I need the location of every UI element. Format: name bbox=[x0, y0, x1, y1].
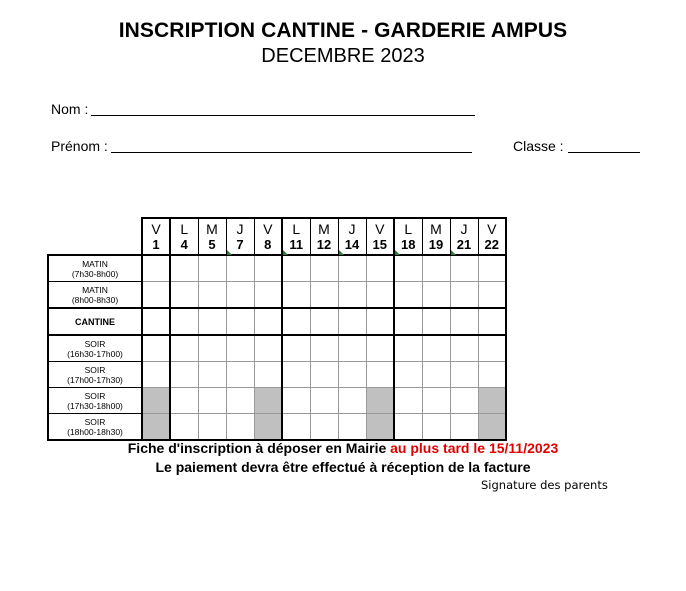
signup-cell[interactable] bbox=[170, 255, 198, 282]
signup-cell[interactable] bbox=[282, 362, 310, 388]
row-label bbox=[48, 308, 142, 335]
signup-cell[interactable] bbox=[338, 308, 366, 335]
signup-cell[interactable] bbox=[478, 308, 506, 335]
signup-cell[interactable] bbox=[198, 282, 226, 309]
signup-cell[interactable] bbox=[450, 335, 478, 362]
day-number: 12 bbox=[316, 236, 332, 252]
signup-cell[interactable] bbox=[394, 388, 422, 414]
table-row bbox=[48, 335, 506, 362]
signup-cell[interactable] bbox=[422, 362, 450, 388]
signup-cell[interactable] bbox=[450, 308, 478, 335]
unavailable-cell bbox=[142, 388, 170, 414]
comment-marker-icon bbox=[395, 250, 400, 255]
day-letter: L bbox=[404, 220, 413, 237]
day-header bbox=[338, 218, 366, 255]
grid-corner bbox=[48, 218, 142, 255]
signup-cell[interactable] bbox=[198, 414, 226, 441]
unavailable-cell bbox=[142, 414, 170, 441]
inscription-grid bbox=[47, 217, 507, 441]
signup-cell[interactable] bbox=[170, 308, 198, 335]
unavailable-cell bbox=[366, 414, 394, 441]
signup-cell[interactable] bbox=[282, 255, 310, 282]
day-header bbox=[450, 218, 478, 255]
row-label bbox=[48, 362, 142, 388]
signup-cell[interactable] bbox=[422, 282, 450, 309]
day-number: 11 bbox=[289, 236, 304, 252]
signup-cell[interactable] bbox=[450, 388, 478, 414]
signup-cell[interactable] bbox=[282, 414, 310, 441]
signup-cell[interactable] bbox=[366, 282, 394, 309]
row-label-time: (7h30-8h00) bbox=[71, 268, 119, 279]
signup-cell[interactable] bbox=[142, 255, 170, 282]
notice-deposit bbox=[0, 440, 686, 456]
comment-marker-icon bbox=[227, 250, 232, 255]
day-header bbox=[198, 218, 226, 255]
signup-cell[interactable] bbox=[422, 388, 450, 414]
day-number: 7 bbox=[236, 236, 244, 252]
signup-cell[interactable] bbox=[338, 255, 366, 282]
signup-cell[interactable] bbox=[366, 362, 394, 388]
signup-cell[interactable] bbox=[198, 362, 226, 388]
signup-cell[interactable] bbox=[422, 308, 450, 335]
row-label bbox=[48, 335, 142, 362]
signup-cell[interactable] bbox=[142, 282, 170, 309]
day-letter: V bbox=[151, 220, 161, 237]
row-label bbox=[48, 414, 142, 441]
day-number: 8 bbox=[264, 236, 272, 252]
signup-cell[interactable] bbox=[254, 308, 282, 335]
signup-cell[interactable] bbox=[282, 308, 310, 335]
page-title: INSCRIPTION CANTINE - GARDERIE AMPUS bbox=[118, 19, 568, 42]
row-label bbox=[48, 282, 142, 309]
day-letter: M bbox=[430, 220, 442, 237]
signup-cell[interactable] bbox=[394, 335, 422, 362]
classe-field[interactable] bbox=[568, 152, 640, 153]
day-number: 21 bbox=[456, 236, 472, 252]
day-header bbox=[254, 218, 282, 255]
day-header bbox=[170, 218, 198, 255]
signup-cell[interactable] bbox=[226, 308, 254, 335]
day-number: 18 bbox=[401, 236, 416, 252]
signup-cell[interactable] bbox=[338, 414, 366, 441]
row-label-title: SOIR bbox=[84, 364, 106, 375]
day-letter: V bbox=[263, 220, 273, 237]
nom-label: Nom : bbox=[51, 101, 89, 117]
classe-label: Classe : bbox=[513, 138, 564, 154]
signup-cell[interactable] bbox=[478, 362, 506, 388]
day-header bbox=[310, 218, 338, 255]
signup-cell[interactable] bbox=[394, 362, 422, 388]
table-row bbox=[48, 414, 506, 441]
signup-cell[interactable] bbox=[394, 308, 422, 335]
day-header bbox=[394, 218, 422, 255]
signup-cell[interactable] bbox=[198, 388, 226, 414]
row-label-title: SOIR bbox=[84, 338, 106, 349]
day-header bbox=[142, 218, 170, 255]
day-letter: V bbox=[487, 220, 497, 237]
row-label-time: (17h00-17h30) bbox=[67, 374, 123, 385]
day-header bbox=[226, 218, 254, 255]
signup-cell[interactable] bbox=[366, 255, 394, 282]
signup-cell[interactable] bbox=[226, 414, 254, 441]
signup-cell[interactable] bbox=[338, 335, 366, 362]
signup-cell[interactable] bbox=[366, 308, 394, 335]
signup-cell[interactable] bbox=[282, 388, 310, 414]
signup-cell[interactable] bbox=[254, 335, 282, 362]
signup-cell[interactable] bbox=[310, 308, 338, 335]
signup-cell[interactable] bbox=[310, 388, 338, 414]
row-label-time: (18h00-18h30) bbox=[67, 426, 123, 437]
notice-deposit-text: Fiche d'inscription à déposer en Mairie bbox=[127, 440, 391, 456]
day-letter: M bbox=[206, 220, 218, 237]
day-number: 1 bbox=[152, 236, 160, 252]
row-label-title: MATIN bbox=[82, 284, 108, 295]
day-letter: J bbox=[236, 220, 244, 237]
prenom-label: Prénom : bbox=[51, 138, 108, 154]
nom-field[interactable] bbox=[91, 115, 475, 116]
signup-cell[interactable] bbox=[226, 282, 254, 309]
signup-cell[interactable] bbox=[450, 362, 478, 388]
signup-cell[interactable] bbox=[478, 255, 506, 282]
signup-cell[interactable] bbox=[282, 335, 310, 362]
signup-cell[interactable] bbox=[450, 414, 478, 441]
day-number: 19 bbox=[428, 236, 444, 252]
row-label-time: (16h30-17h00) bbox=[67, 348, 123, 359]
signup-cell[interactable] bbox=[310, 414, 338, 441]
signup-cell[interactable] bbox=[450, 282, 478, 309]
row-label bbox=[48, 255, 142, 282]
signup-cell[interactable] bbox=[478, 335, 506, 362]
signup-cell[interactable] bbox=[394, 282, 422, 309]
table-row bbox=[48, 308, 506, 335]
signup-cell[interactable] bbox=[142, 308, 170, 335]
day-number: 15 bbox=[372, 236, 387, 252]
signup-cell[interactable] bbox=[226, 255, 254, 282]
row-label-title: SOIR bbox=[84, 390, 106, 401]
signup-cell[interactable] bbox=[338, 282, 366, 309]
unavailable-cell bbox=[366, 388, 394, 414]
signup-cell[interactable] bbox=[310, 255, 338, 282]
comment-marker-icon bbox=[339, 250, 344, 255]
signup-cell[interactable] bbox=[254, 362, 282, 388]
table-row bbox=[48, 255, 506, 282]
signup-cell[interactable] bbox=[254, 255, 282, 282]
table-row bbox=[48, 388, 506, 414]
signup-cell[interactable] bbox=[142, 362, 170, 388]
signup-cell[interactable] bbox=[394, 414, 422, 441]
signup-cell[interactable] bbox=[366, 335, 394, 362]
signup-cell[interactable] bbox=[450, 255, 478, 282]
day-letter: J bbox=[348, 220, 356, 237]
unavailable-cell bbox=[254, 388, 282, 414]
signup-cell[interactable] bbox=[170, 388, 198, 414]
row-label-title: SOIR bbox=[84, 416, 106, 427]
signup-cell[interactable] bbox=[282, 282, 310, 309]
signup-cell[interactable] bbox=[226, 335, 254, 362]
signup-cell[interactable] bbox=[170, 335, 198, 362]
day-header bbox=[478, 218, 506, 255]
day-letter: V bbox=[375, 220, 385, 237]
signup-cell[interactable] bbox=[394, 255, 422, 282]
unavailable-cell bbox=[254, 414, 282, 441]
day-letter: M bbox=[318, 220, 330, 237]
day-number: 5 bbox=[208, 236, 216, 252]
table-row bbox=[48, 282, 506, 309]
signup-cell[interactable] bbox=[198, 308, 226, 335]
signup-cell[interactable] bbox=[310, 335, 338, 362]
day-letter: L bbox=[292, 220, 301, 237]
comment-marker-icon bbox=[451, 250, 456, 255]
signup-cell[interactable] bbox=[422, 255, 450, 282]
signup-cell[interactable] bbox=[254, 282, 282, 309]
day-letter: L bbox=[180, 220, 189, 237]
unavailable-cell bbox=[478, 414, 506, 441]
signup-cell[interactable] bbox=[338, 388, 366, 414]
day-letter: J bbox=[460, 220, 468, 237]
day-number: 22 bbox=[484, 236, 499, 252]
signature-label: Signature des parents bbox=[481, 478, 608, 492]
signup-cell[interactable] bbox=[422, 414, 450, 441]
row-label-title: CANTINE bbox=[75, 316, 115, 327]
day-number: 4 bbox=[180, 236, 188, 252]
signup-cell[interactable] bbox=[310, 362, 338, 388]
notice-payment: Le paiement devra être effectué à réception de la facture bbox=[155, 459, 531, 475]
notice-deadline: au plus tard le 15/11/2023 bbox=[390, 440, 559, 456]
signup-cell[interactable] bbox=[142, 335, 170, 362]
unavailable-cell bbox=[478, 388, 506, 414]
day-number: 14 bbox=[344, 236, 360, 252]
day-header bbox=[422, 218, 450, 255]
row-label-title: MATIN bbox=[82, 258, 108, 269]
row-label-time: (8h00-8h30) bbox=[71, 294, 119, 305]
day-header bbox=[366, 218, 394, 255]
signup-cell[interactable] bbox=[226, 362, 254, 388]
row-label-time: (17h30-18h00) bbox=[67, 400, 123, 411]
signup-cell[interactable] bbox=[170, 282, 198, 309]
signup-cell[interactable] bbox=[422, 335, 450, 362]
day-header bbox=[282, 218, 310, 255]
signup-cell[interactable] bbox=[478, 282, 506, 309]
table-row bbox=[48, 362, 506, 388]
signup-cell[interactable] bbox=[226, 388, 254, 414]
signup-cell[interactable] bbox=[198, 335, 226, 362]
signup-cell[interactable] bbox=[170, 414, 198, 441]
row-label bbox=[48, 388, 142, 414]
signup-cell[interactable] bbox=[198, 255, 226, 282]
comment-marker-icon bbox=[283, 250, 288, 255]
day-header-row bbox=[48, 218, 506, 255]
signup-cell[interactable] bbox=[310, 282, 338, 309]
page-subtitle: DECEMBRE 2023 bbox=[261, 45, 425, 67]
signup-cell[interactable] bbox=[170, 362, 198, 388]
prenom-field[interactable] bbox=[111, 152, 472, 153]
signup-cell[interactable] bbox=[338, 362, 366, 388]
